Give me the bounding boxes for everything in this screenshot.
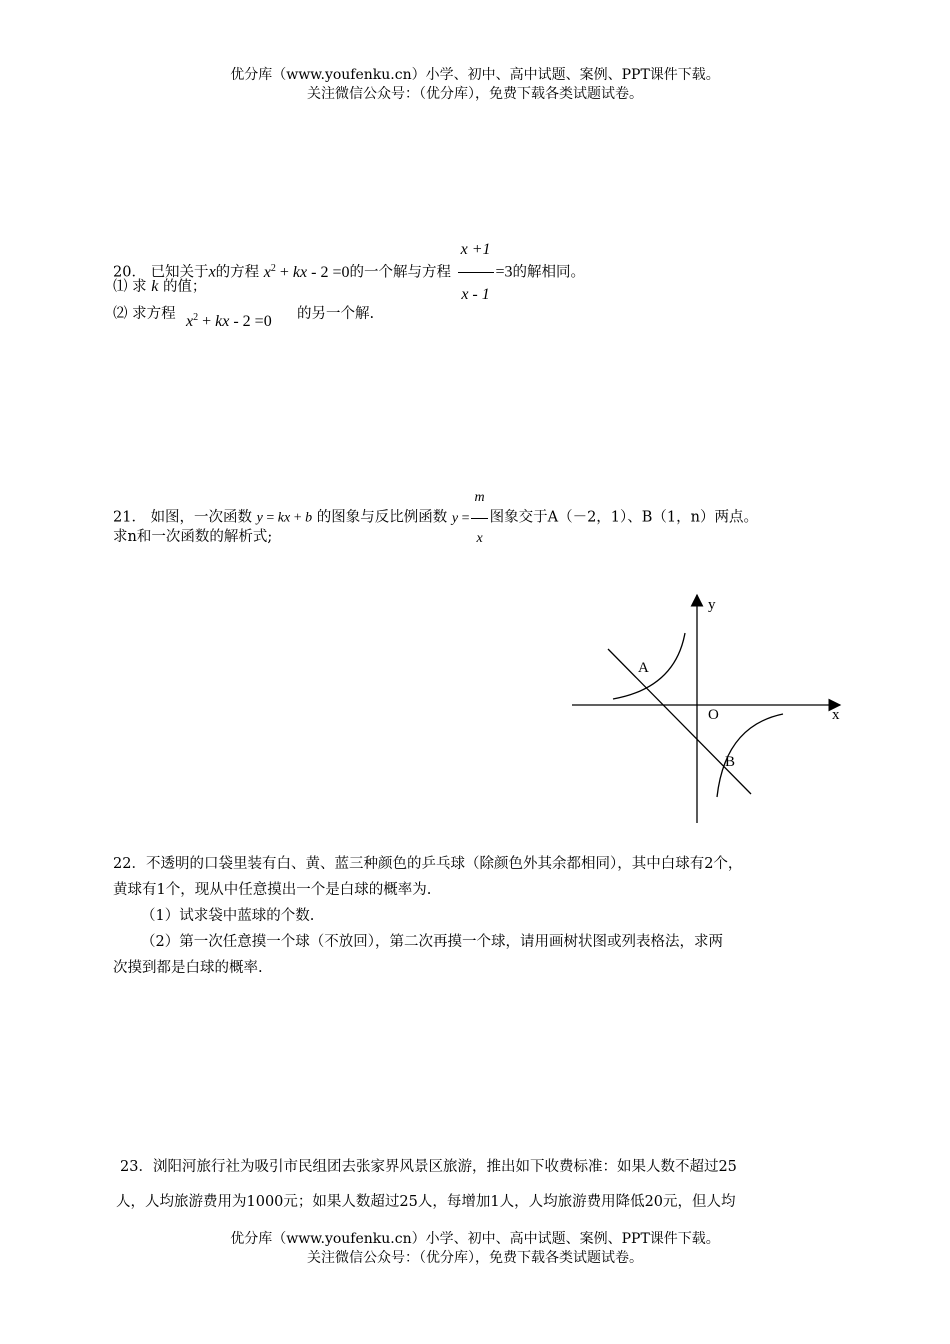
page-header bbox=[0, 66, 950, 104]
q20-part2-text: 的另一个解. bbox=[297, 306, 375, 322]
inv-eq: = bbox=[458, 510, 470, 526]
q21-text-2: 的图象与反比例函数 bbox=[316, 509, 448, 526]
q21-text-1: 如图，一次函数 bbox=[150, 509, 253, 526]
label-point-a: A bbox=[638, 660, 649, 676]
eq-exponent: 2 bbox=[270, 262, 276, 274]
question-21-line-1 bbox=[113, 478, 758, 559]
eq-exponent: 2 bbox=[193, 312, 199, 323]
q20-text-2: 的方程 bbox=[215, 264, 260, 281]
q20-var-x: x bbox=[208, 263, 216, 281]
q20-text-4: 的解相同。 bbox=[512, 264, 586, 281]
lin-b: b bbox=[305, 510, 313, 526]
q20-part1-text: 的值； bbox=[162, 279, 207, 295]
q21-linear-function bbox=[257, 511, 312, 526]
q20-text-1: 已知关于 bbox=[150, 264, 209, 281]
header-line-2: 关注微信公众号：（优分库），免费下载各类试题试卷。 bbox=[307, 86, 643, 102]
q22-line-1: 22．不透明的口袋里装有白、黄、蓝三种颜色的乒乓球（除颜色外其余都相同），其中白球有2个， bbox=[113, 856, 743, 872]
inv-numerator: m bbox=[471, 478, 487, 519]
lin-y: y bbox=[256, 510, 263, 526]
q23-line-2: 人，人均旅游费用为1000元；如果人数超过25人，每增加1人，人均旅游费用降低20元，但人均 bbox=[116, 1194, 736, 1210]
q20-part2-equation bbox=[186, 312, 272, 331]
q20-equals-3: =3 bbox=[495, 263, 513, 281]
q22-line-4: （2）第一次任意摸一个球（不放回），第二次再摸一个球，请用画树状图或列表格法，求两 bbox=[141, 934, 723, 950]
fraction-denominator: x - 1 bbox=[461, 286, 490, 303]
footer-line-2: 关注微信公众号：（优分库），免费下载各类试题试卷。 bbox=[307, 1250, 643, 1266]
lin-kx: kx bbox=[277, 510, 291, 526]
q20-quadratic-equation bbox=[264, 264, 350, 281]
q22-line-3: （1）试求袋中蓝球的个数. bbox=[141, 908, 315, 924]
header-line-1: 优分库（www.youfenku.cn）小学、初中、高中试题、案例、PPT课件下载。 bbox=[230, 67, 720, 83]
linear-function-line bbox=[608, 649, 751, 794]
q21-text-3: 图象交于A（－2，1）、B（1，n）两点。 bbox=[489, 509, 758, 526]
lin-eq: = bbox=[262, 510, 278, 526]
fraction-numerator: x +1 bbox=[458, 228, 494, 273]
q20-part2-label: ⑵ 求方程 bbox=[113, 306, 176, 322]
eq-tail: - 2 =0 bbox=[307, 263, 350, 281]
inv-denominator: x bbox=[476, 531, 483, 546]
q22-line-5: 次摸到都是白球的概率. bbox=[113, 960, 263, 976]
q21-number: 21． bbox=[113, 509, 146, 526]
eq-kx: kx bbox=[215, 313, 230, 330]
lin-plus: + bbox=[290, 510, 306, 526]
label-point-b: B bbox=[725, 754, 736, 770]
footer-line-1: 优分库（www.youfenku.cn）小学、初中、高中试题、案例、PPT课件下载。 bbox=[230, 1231, 720, 1247]
hyperbola-left-branch bbox=[613, 633, 685, 699]
q20-number: 20． bbox=[113, 264, 146, 281]
q23-line-1: 23．浏阳河旅行社为吸引市民组团去张家界风景区旅游，推出如下收费标准：如果人数不超过25 bbox=[120, 1159, 737, 1175]
q20-fraction bbox=[458, 228, 494, 317]
q20-part1-label: ⑴ 求 bbox=[113, 279, 147, 295]
eq-x: x bbox=[263, 263, 271, 281]
question-21-line-2: 求n和一次函数的解析式; bbox=[113, 529, 273, 545]
function-graph bbox=[560, 588, 860, 833]
question-23 bbox=[116, 1150, 737, 1220]
eq-kx: kx bbox=[292, 263, 308, 281]
eq-plus: + bbox=[198, 313, 216, 330]
page-footer bbox=[0, 1230, 950, 1268]
question-22 bbox=[113, 851, 742, 981]
q20-text-3: 的一个解与方程 bbox=[349, 264, 451, 281]
inv-y: y bbox=[451, 510, 459, 526]
eq-x: x bbox=[186, 313, 194, 330]
eq-plus: + bbox=[275, 263, 293, 281]
label-x: x bbox=[832, 707, 840, 723]
question-20-part-2 bbox=[113, 302, 176, 323]
question-20-part-1 bbox=[113, 275, 206, 296]
q21-inverse-function bbox=[451, 490, 490, 546]
label-y: y bbox=[708, 597, 716, 613]
label-origin: O bbox=[708, 707, 719, 723]
eq-tail: - 2 =0 bbox=[229, 313, 272, 330]
q22-line-2: 黄球有1个，现从中任意摸出一个是白球的概率为. bbox=[113, 882, 432, 898]
q20-part1-var-k: k bbox=[151, 278, 159, 295]
